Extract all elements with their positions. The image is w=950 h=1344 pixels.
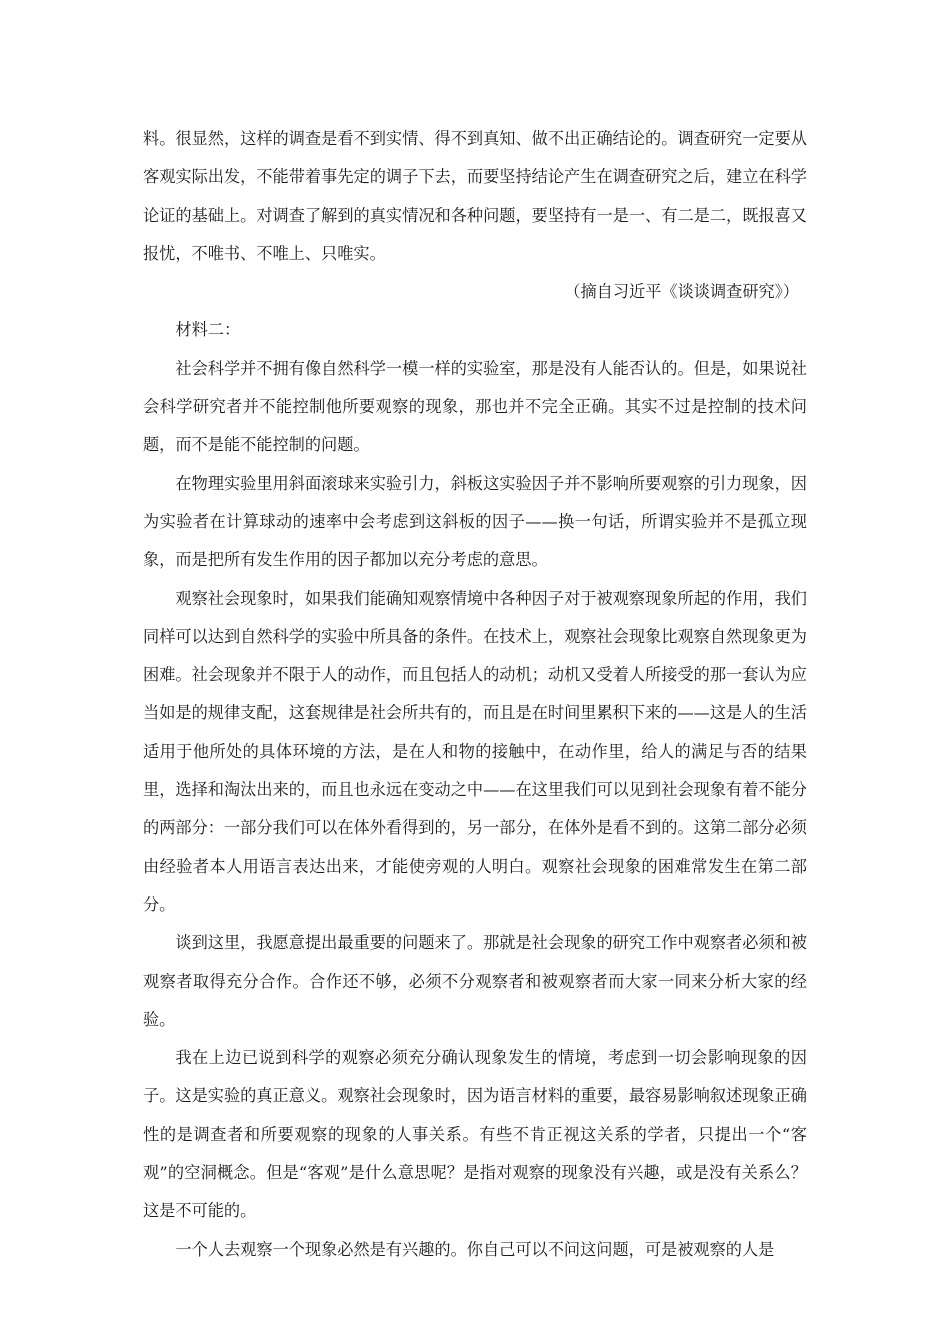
material2-heading: 材料二： (175, 320, 241, 340)
paragraph-material2-3: 观察社会现象时，如果我们能确知观察情境中各种因子对于被观察现象所起的作用，我们同样可以达到自然科学的实验中所具备的条件。在技术上，观察社会现象比观察自然现象更为困难。社会现象并不限于人的动作，而且包括人的动机；动机又受着人所接受的那一套认为应当如是的规律支配，这套规律是社会所共有的，而且是在时间里累积下来的——这是人的生活适用于他所处的具体环境的方法，是在人和物的接触中，在动作里，给人的满足与否的结果里，选择和淘汰出来的，而且也永远在变动之中——在这里我们可以见到社会现象有着不能分的两部分：一部分我们可以在体外看得到的，另一部分，在体外是看不到的。这第二部分必须由经验者本人用语言表达出来，才能使旁观的人明白。观察社会现象的困难常发生在第二部分。 (143, 588, 807, 914)
paragraph-material1-end: 料。很显然，这样的调查是看不到实情、得不到真知、做不出正确结论的。调查研究一定要从客观实际出发，不能带着事先定的调子下去，而要坚持结论产生在调查研究之后，建立在科学论证的基础上。对调查了解到的真实情况和各种问题，要坚持有一是一、有二是二，既报喜又报忧，不唯书、不唯上、只唯实。 (143, 129, 807, 263)
paragraph-material2-4: 谈到这里，我愿意提出最重要的问题来了。那就是社会现象的研究工作中观察者必须和被观察者取得充分合作。合作还不够，必须不分观察者和被观察者而大家一同来分析大家的经验。 (143, 933, 807, 1029)
paragraph-material2-6: 一个人去观察一个现象必然是有兴趣的。你自己可以不问这问题，可是被观察的人是 (175, 1239, 775, 1259)
source-citation: （摘自习近平《谈谈调查研究》） (564, 282, 799, 302)
document-body (143, 120, 807, 1269)
paragraph-material2-2: 在物理实验里用斜面滚球来实验引力，斜板这实验因子并不影响所要观察的引力现象，因为实验者在计算球动的速率中会考虑到这斜板的因子——换一句话，所谓实验并不是孤立现象，而是把所有发生作用的因子都加以充分考虑的意思。 (143, 473, 807, 570)
paragraph-material2-5: 我在上边已说到科学的观察必须充分确认现象发生的情境，考虑到一切会影响现象的因子。这是实验的真正意义。观察社会现象时，因为语言材料的重要，最容易影响叙述现象正确性的是调查者和所要观察的现象的人事关系。有些不肯正视这关系的学者，只提出一个“客观”的空洞概念。但是“客观”是什么意思呢？是指对观察的现象没有兴趣，或是没有关系么？这是不可能的。 (143, 1048, 807, 1221)
paragraph-material2-1: 社会科学并不拥有像自然科学一模一样的实验室，那是没有人能否认的。但是，如果说社会科学研究者并不能控制他所要观察的现象，那也并不完全正确。其实不过是控制的技术问题，而不是能不能控制的问题。 (143, 358, 807, 455)
